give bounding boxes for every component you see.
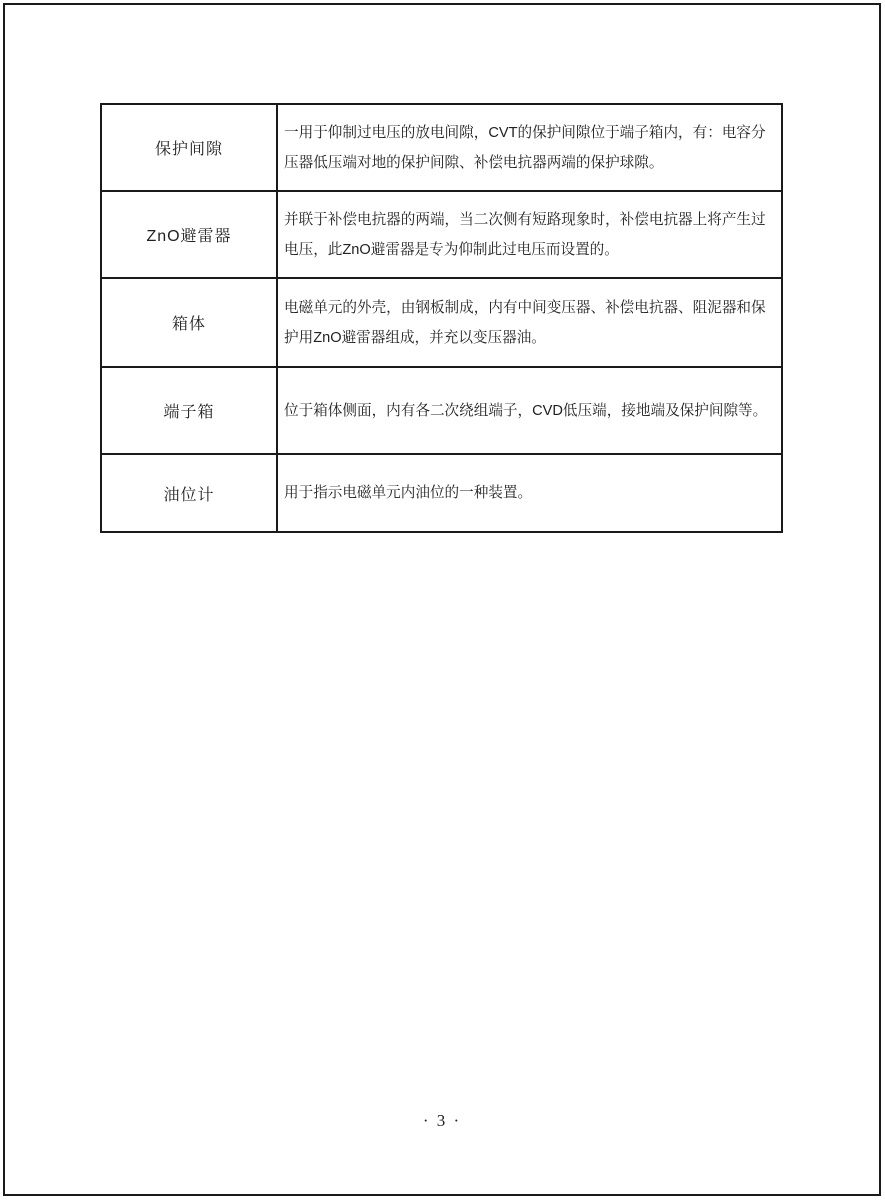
definition-table-body <box>101 104 782 532</box>
table-row <box>101 367 782 454</box>
table-row <box>101 191 782 278</box>
definition-cell: 电磁单元的外壳，由钢板制成，内有中间变压器、补偿电抗器、阻泥器和保护用ZnO避雷器组成，并充以变压器油。 <box>277 278 782 367</box>
definition-cell: 一用于仰制过电压的放电间隙，CVT的保护间隙位于端子箱内，有：电容分压器低压端对地的保护间隙、补偿电抗器两端的保护球隙。 <box>277 104 782 191</box>
table-row <box>101 278 782 367</box>
page-number: · 3 · <box>422 1111 462 1130</box>
document-page <box>3 3 881 1196</box>
term-cell: 箱体 <box>101 278 277 367</box>
term-cell: 油位计 <box>101 454 277 532</box>
definition-cell: 并联于补偿电抗器的两端，当二次侧有短路现象时，补偿电抗器上将产生过电压，此ZnO避雷器是专为仰制此过电压而设置的。 <box>277 191 782 278</box>
definition-table <box>100 103 783 533</box>
table-row <box>101 454 782 532</box>
term-cell: ZnO避雷器 <box>101 191 277 278</box>
term-cell: 保护间隙 <box>101 104 277 191</box>
definition-cell: 位于箱体侧面，内有各二次绕组端子，CVD低压端，接地端及保护间隙等。 <box>277 367 782 454</box>
table-row <box>101 104 782 191</box>
definition-cell: 用于指示电磁单元内油位的一种装置。 <box>277 454 782 532</box>
term-cell: 端子箱 <box>101 367 277 454</box>
